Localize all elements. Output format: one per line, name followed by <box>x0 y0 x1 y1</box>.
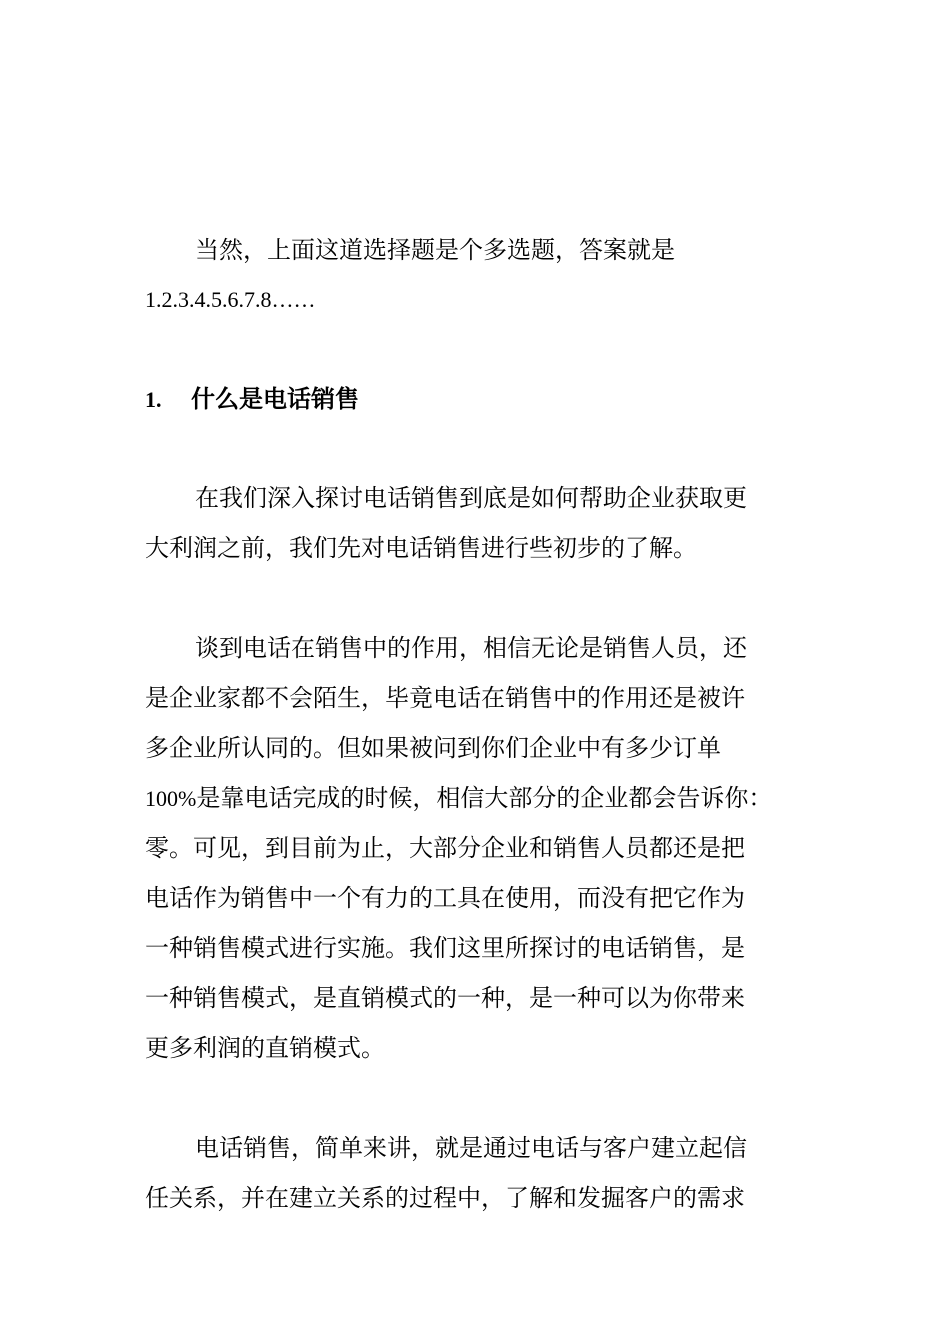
paragraph-2-line-2: 大利润之前，我们先对电话销售进行些初步的了解。 <box>145 534 697 562</box>
paragraph-3-line-8: 一种销售模式，是直销模式的一种，是一种可以为你带来 <box>145 984 745 1012</box>
paragraph-3-line-3: 多企业所认同的。但如果被问到你们企业中有多少订单 <box>145 734 721 762</box>
paragraph-1-line-1: 当然，上面这道选择题是个多选题，答案就是 <box>195 236 675 264</box>
section-number: 1. <box>145 387 162 412</box>
paragraph-1-line-2: 1.2.3.4.5.6.7.8…… <box>145 287 316 312</box>
section-heading <box>145 383 359 416</box>
percentage-value: 100% <box>145 786 197 811</box>
paragraph-3-line-7: 一种销售模式进行实施。我们这里所探讨的电话销售，是 <box>145 934 745 962</box>
section-title: 什么是电话销售 <box>191 385 359 413</box>
paragraph-3-line-2: 是企业家都不会陌生，毕竟电话在销售中的作用还是被许 <box>145 684 745 712</box>
paragraph-3-line-6: 电话作为销售中一个有力的工具在使用，而没有把它作为 <box>145 884 745 912</box>
paragraph-3-line-4 <box>145 782 772 815</box>
paragraph-4-line-1: 电话销售，简单来讲，就是通过电话与客户建立起信 <box>195 1134 747 1162</box>
paragraph-3-line-5: 零。可见，到目前为止，大部分企业和销售人员都还是把 <box>145 834 745 862</box>
paragraph-2-line-1: 在我们深入探讨电话销售到底是如何帮助企业获取更 <box>195 484 747 512</box>
paragraph-3-line-1: 谈到电话在销售中的作用，相信无论是销售人员，还 <box>195 634 747 662</box>
paragraph-3-line-9: 更多利润的直销模式。 <box>145 1034 385 1062</box>
paragraph-3-line-4-text: 是靠电话完成的时候，相信大部分的企业都会告诉你： <box>196 784 773 812</box>
paragraph-4-line-2: 任关系，并在建立关系的过程中，了解和发掘客户的需求 <box>145 1184 745 1212</box>
